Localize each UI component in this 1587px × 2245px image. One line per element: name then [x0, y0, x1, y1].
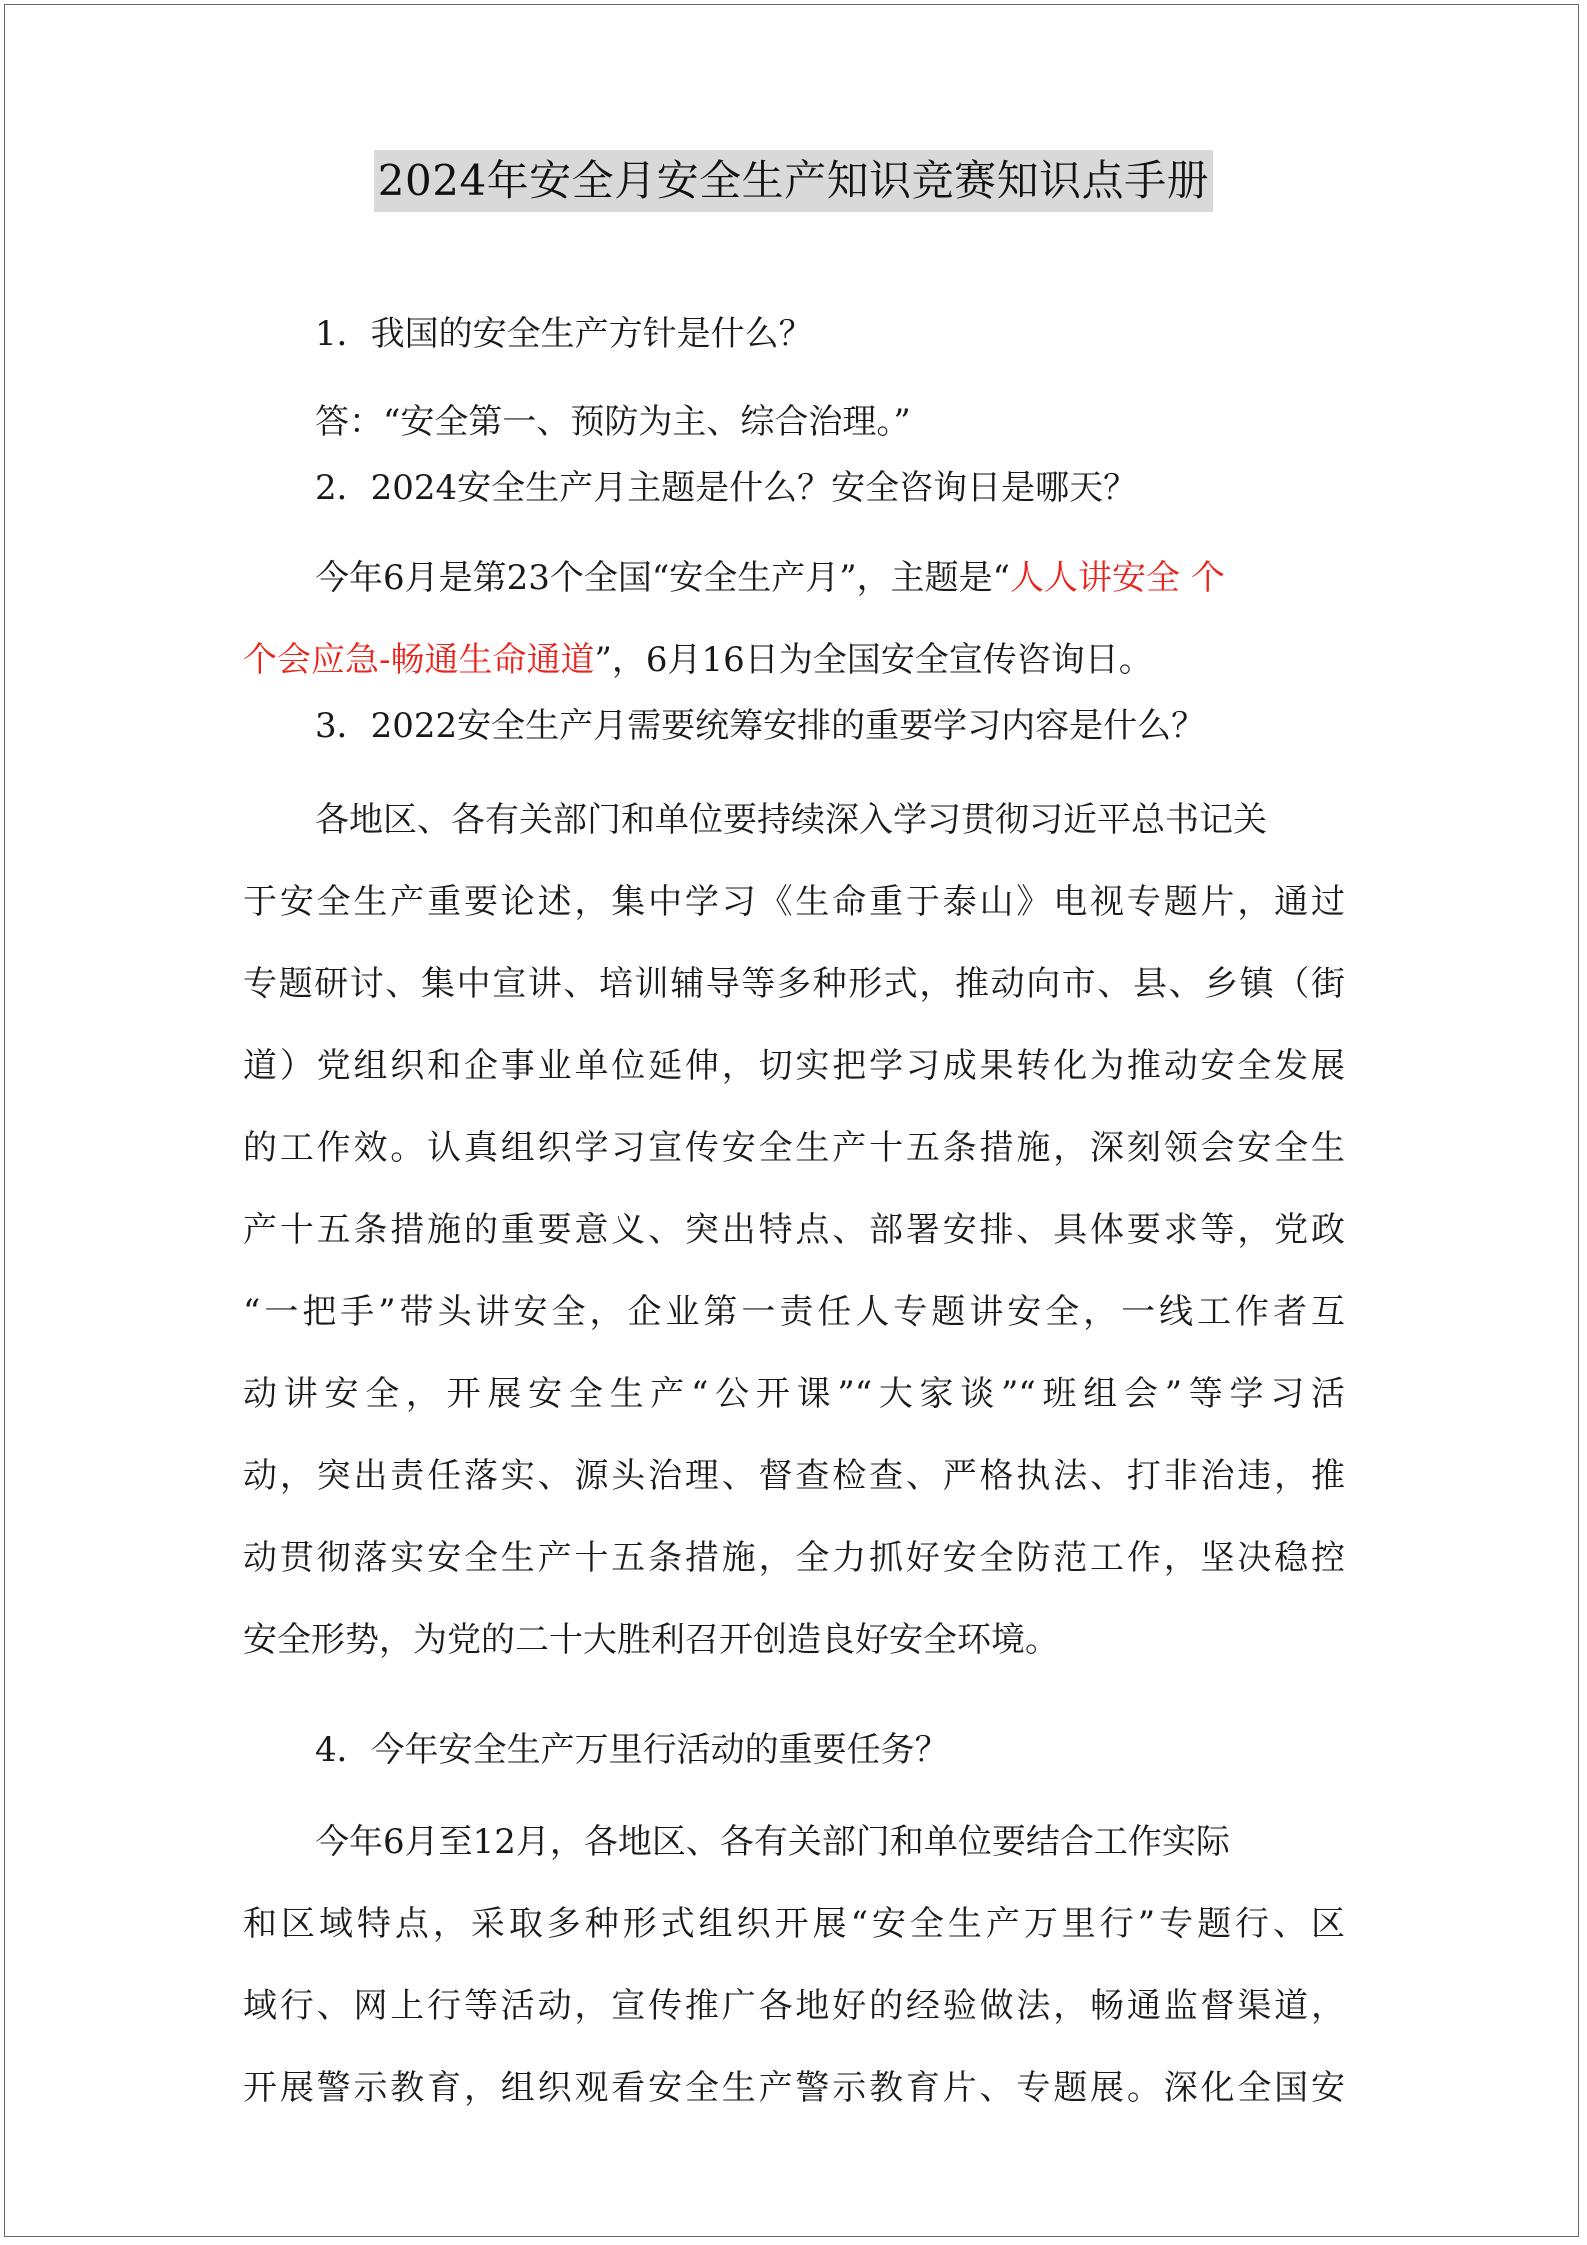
q4-paragraph-line: 今年6月至12月，各地区、各有关部门和单位要结合工作实际: [315, 1822, 1230, 1862]
q3-paragraph-line: 动，突出责任落实、源头治理、督查检查、严格执法、打非治违，推: [243, 1456, 1345, 1496]
q2-answer-prefix: 今年6月是第23个全国“安全生产月”，主题是“: [315, 558, 1011, 598]
q2-answer-suffix: ”，6月16日为全国安全宣传咨询日。: [594, 640, 1153, 680]
q3-paragraph-line: “一把手”带头讲安全，企业第一责任人专题讲安全，一线工作者互: [243, 1292, 1345, 1332]
q2-answer-line-2: [243, 636, 1153, 684]
q2-theme-highlight-1: 人人讲安全 个: [1010, 558, 1225, 598]
q3-paragraph-line: 各地区、各有关部门和单位要持续深入学习贯彻习近平总书记关: [315, 800, 1267, 840]
q2-theme-highlight-2: 个会应急-畅通生命通道: [243, 640, 595, 680]
q1-heading: 1．我国的安全生产方针是什么？: [315, 314, 813, 354]
q3-paragraph-line: 道）党组织和企事业单位延伸，切实把学习成果转化为推动安全发展: [243, 1046, 1345, 1086]
q3-paragraph-line: 动贯彻落实安全生产十五条措施，全力抓好安全防范工作，坚决稳控: [243, 1538, 1345, 1578]
q4-paragraph-line: 开展警示教育，组织观看安全生产警示教育片、专题展。深化全国安: [243, 2068, 1345, 2108]
q1-answer: 答：“安全第一、预防为主、综合治理。”: [315, 402, 911, 442]
title-container: [0, 150, 1587, 212]
q3-paragraph-line: 安全形势，为党的二十大胜利召开创造良好安全环境。: [243, 1620, 1059, 1660]
q3-paragraph-line: 动讲安全，开展安全生产“公开课”“大家谈”“班组会”等学习活: [243, 1374, 1345, 1414]
document-title: 2024年安全月安全生产知识竞赛知识点手册: [374, 150, 1213, 212]
q3-paragraph-line: 于安全生产重要论述，集中学习《生命重于泰山》电视专题片，通过: [243, 882, 1345, 922]
q3-heading: 3．2022安全生产月需要统筹安排的重要学习内容是什么？: [315, 706, 1206, 746]
q2-answer-line-1: [315, 554, 1225, 602]
q2-heading: 2．2024安全生产月主题是什么？安全咨询日是哪天？: [315, 468, 1138, 508]
q4-heading: 4．今年安全生产万里行活动的重要任务？: [315, 1730, 949, 1770]
q3-paragraph-line: 的工作效。认真组织学习宣传安全生产十五条措施，深刻领会安全生: [243, 1128, 1345, 1168]
q4-paragraph-line: 域行、网上行等活动，宣传推广各地好的经验做法，畅通监督渠道，: [243, 1986, 1345, 2026]
q3-paragraph-line: 产十五条措施的重要意义、突出特点、部署安排、具体要求等，党政: [243, 1210, 1345, 1250]
q3-paragraph-line: 专题研讨、集中宣讲、培训辅导等多种形式，推动向市、县、乡镇（街: [243, 964, 1345, 1004]
q4-paragraph-line: 和区域特点，采取多种形式组织开展“安全生产万里行”专题行、区: [243, 1904, 1345, 1944]
